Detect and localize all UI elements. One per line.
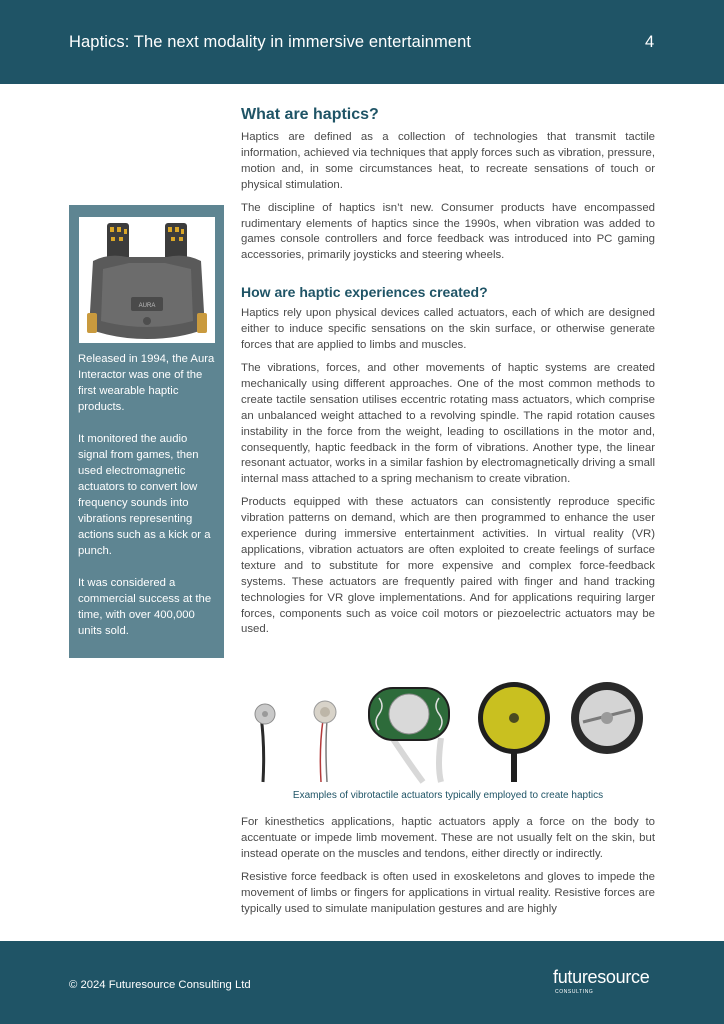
main-content bbox=[241, 106, 655, 645]
section-heading-how-created: How are haptic experiences created? bbox=[241, 284, 488, 301]
sidebar-paragraph: It monitored the audio signal from games, then used electromagnetic actuators to convert low frequency sounds into vibrations representing actions such as a kick or a punch. bbox=[78, 433, 211, 557]
page-header bbox=[0, 0, 724, 84]
aura-interactor-image bbox=[79, 217, 215, 343]
page-footer bbox=[0, 941, 724, 1024]
voice-coil-actuator-icon bbox=[571, 682, 643, 754]
logo-wordmark: futuresource bbox=[553, 967, 650, 987]
actuators-illustration bbox=[241, 676, 655, 784]
actuators-figure bbox=[241, 676, 655, 784]
vest-brand-label: AURA bbox=[138, 303, 156, 309]
paragraph: Products equipped with these actuators can consistently reproduce specific vibration patterns on demand, which are then programmed to enhance the user experience during immersive entertainment activities. In virtual reality (VR) applications, vibration actuators are often exploited to create feelings of surface texture and to substitute for more expensive and complex force-feedback systems. These actuators are frequently paired with finger and hand tracking technologies for VR glove implementations. And for applications requiring larger forces, components such as voice coil motors or piezoelectric actuators may be used. bbox=[241, 496, 655, 636]
paragraph: The discipline of haptics isn’t new. Consumer products have encompassed rudimentary elements of haptics since the 1990s, when vibration was added to games console controllers and force feedback was introduced into PC gaming accessories, primarily joysticks and steering wheels. bbox=[241, 201, 655, 262]
paragraph: For kinesthetics applications, haptic actuators apply a force on the body to accentuate or impede limb movement. These are not usually felt on the skin, but instead operate on the muscles and tendons, either directly or indirectly. bbox=[241, 816, 655, 860]
paragraph: Haptics are defined as a collection of technologies that transmit tactile information, achieved via techniques that apply forces such as vibration, pressure, motion and, in some circumstances heat, to recreate sensations of touch or physical stimulation. bbox=[241, 131, 655, 191]
paragraph: The vibrations, forces, and other movements of haptic systems are created mechanically using different approaches. One of the most common methods to create tactile sensation utilises eccentric rotating mass actuators, which comprise an unbalanced weight attached to a revolving spindle. The rapid rotation causes instability in the force from the weight, leading to oscillations in the motor and, consequently, haptic feedback in the form of vibrations. Another type, the linear resonant actuator, works in a similar fashion by electromagnetically driving a small internal mass attached to a spring mechanism to create vibration. bbox=[241, 361, 655, 486]
copyright-text: © 2024 Futuresource Consulting Ltd bbox=[69, 979, 251, 991]
paragraph: Haptics rely upon physical devices called actuators, each of which are designed either to induce specific sensations on the skin surface, or otherwise generate forces that are applied to limbs and muscles. bbox=[241, 307, 655, 352]
document-title: Haptics: The next modality in immersive entertainment bbox=[69, 33, 472, 51]
futuresource-logo bbox=[553, 967, 657, 1001]
sidebar-callout bbox=[69, 205, 224, 658]
circuit-board-actuator-icon bbox=[369, 688, 449, 782]
figure-caption: Examples of vibrotactile actuators typically employed to create haptics bbox=[292, 790, 604, 801]
haptic-vest-illustration bbox=[79, 217, 215, 343]
coin-actuator-icon bbox=[255, 704, 275, 782]
section-heading-what-are-haptics: What are haptics? bbox=[241, 106, 379, 123]
coin-actuator-icon bbox=[314, 701, 336, 782]
logo-subtitle: CONSULTING bbox=[555, 989, 594, 995]
sidebar-text bbox=[78, 351, 219, 655]
paragraph: Resistive force feedback is often used in exoskeletons and gloves to impede the movement of limbs or fingers for applications in virtual reality. Resistive forces are typically used to simulate manipulation gestures and are highly bbox=[241, 870, 655, 915]
page-number: 4 bbox=[645, 33, 655, 51]
sidebar-paragraph: It was considered a commercial success at the time, with over 400,000 units sold. bbox=[78, 577, 212, 637]
lower-content bbox=[241, 815, 655, 924]
piezo-disc-actuator-icon bbox=[478, 682, 550, 782]
sidebar-paragraph: Released in 1994, the Aura Interactor was one of the first wearable haptic products. bbox=[78, 353, 215, 413]
